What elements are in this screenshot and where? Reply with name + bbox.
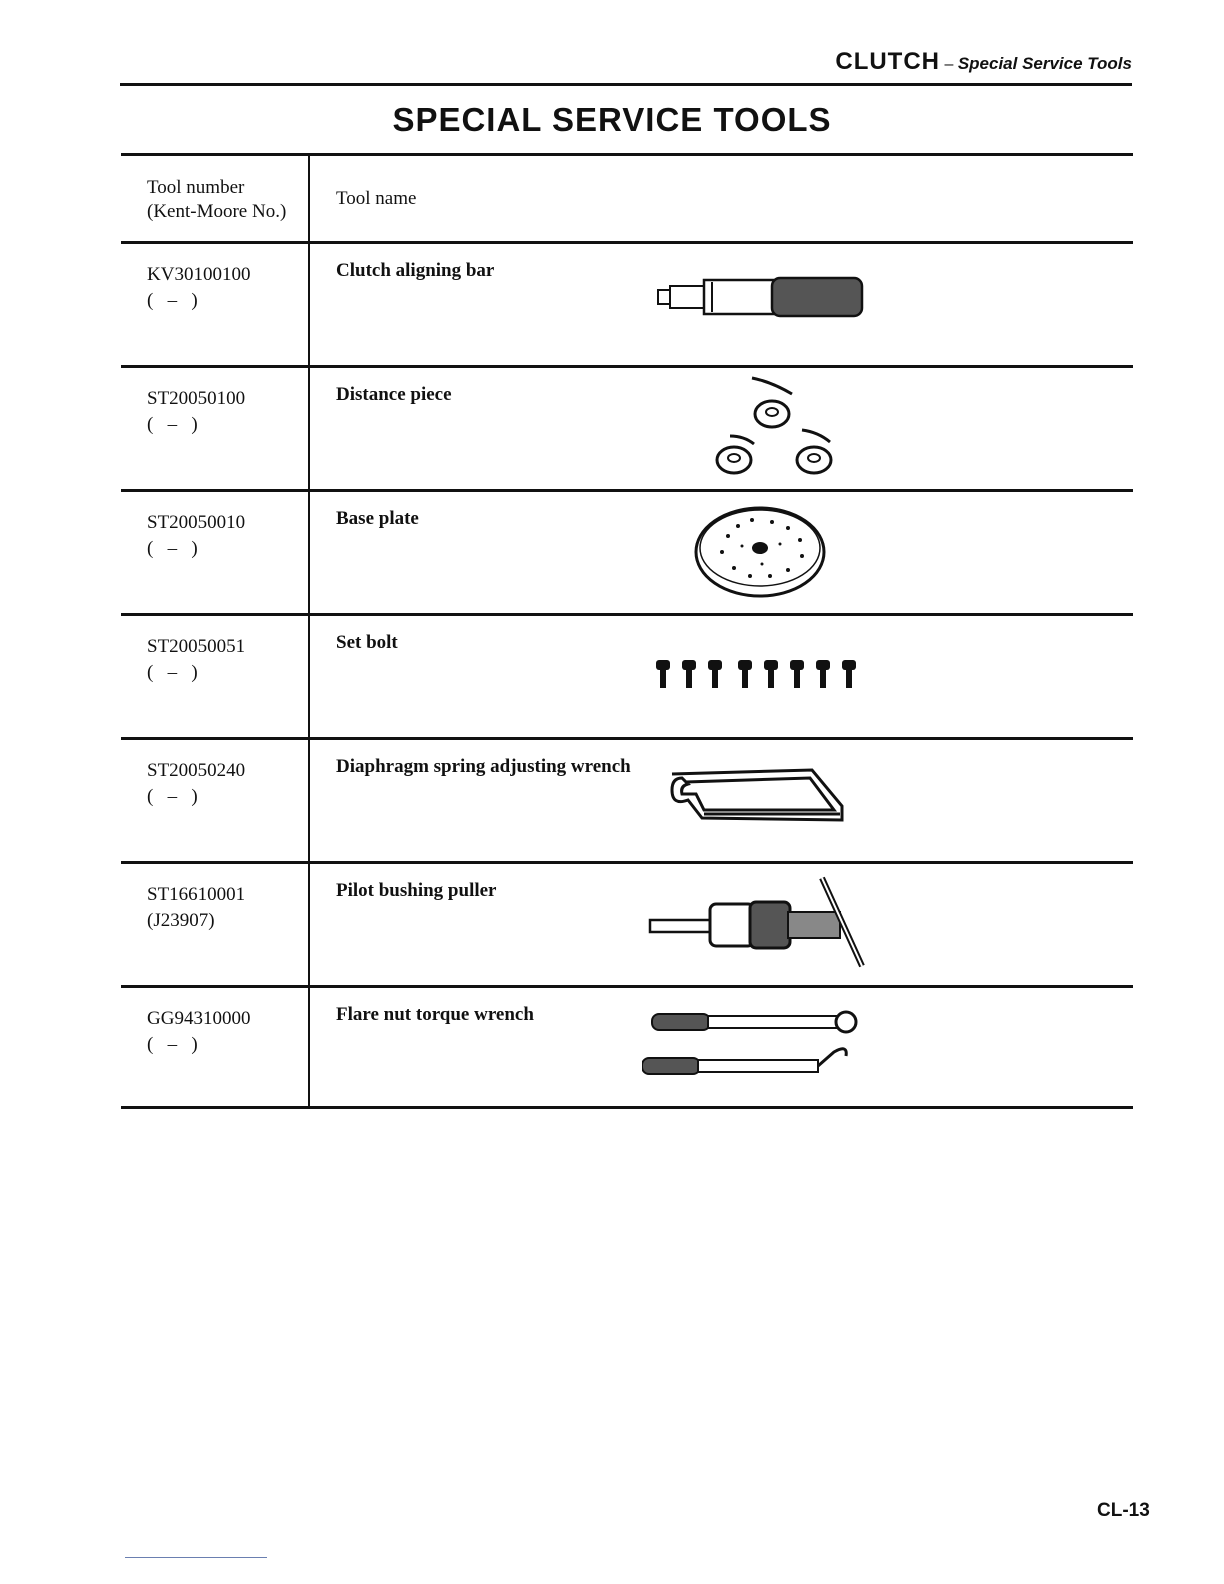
tools-table: [121, 153, 1133, 1109]
tool-name: Flare nut torque wrench: [336, 1004, 534, 1025]
header-tool-number: [121, 156, 310, 241]
tool-name-cell: [312, 492, 1133, 613]
tool-name: Distance piece: [336, 384, 452, 405]
kent-moore-number: ( – ): [147, 786, 198, 807]
subsection-title: Special Service Tools: [957, 54, 1132, 73]
table-row: [121, 365, 1133, 489]
table-row: [121, 737, 1133, 861]
kent-moore-number: ( – ): [147, 1034, 198, 1055]
torque-wrench-icon: [642, 992, 882, 1104]
header-tool-number-line1: Tool number: [147, 177, 245, 198]
page-number: CL-13: [1097, 1500, 1150, 1521]
table-row: [121, 241, 1133, 365]
tool-number-cell: [121, 616, 310, 737]
set-bolt-icon: [642, 620, 882, 732]
tool-name: Set bolt: [336, 632, 398, 653]
tool-name: Pilot bushing puller: [336, 880, 497, 901]
distance-piece-icon: [642, 372, 882, 484]
tool-number-cell: [121, 368, 310, 489]
page-title: SPECIAL SERVICE TOOLS: [392, 101, 832, 138]
tool-number-cell: [121, 492, 310, 613]
table-row: [121, 861, 1133, 985]
running-header: [835, 48, 1132, 76]
section-title: CLUTCH: [835, 48, 941, 75]
tool-number: ST20050051: [147, 636, 246, 657]
base-plate-icon: [642, 496, 882, 608]
adjusting-wrench-icon: [642, 744, 882, 856]
tool-number-cell: [121, 244, 310, 365]
aligning-bar-icon: [642, 248, 882, 360]
tool-name-cell: [312, 244, 1133, 365]
tool-name-cell: [312, 988, 1133, 1106]
kent-moore-number: ( – ): [147, 538, 198, 559]
tool-number: ST20050100: [147, 388, 246, 409]
tool-name-cell: [312, 864, 1133, 985]
kent-moore-number: ( – ): [147, 290, 198, 311]
kent-moore-number: ( – ): [147, 414, 198, 435]
tool-name-cell: [312, 740, 1133, 861]
kent-moore-number: (J23907): [147, 910, 215, 931]
tool-name-cell: [312, 616, 1133, 737]
tool-number: ST20050010: [147, 512, 246, 533]
tool-number-cell: [121, 864, 310, 985]
tool-number-cell: [121, 740, 310, 861]
tool-name-cell: [312, 368, 1133, 489]
header-tool-name: Tool name: [336, 188, 417, 209]
header-tool-number-line2: (Kent-Moore No.): [147, 201, 287, 222]
tool-number: KV30100100: [147, 264, 251, 285]
tool-number: ST16610001: [147, 884, 246, 905]
tool-name: Clutch aligning bar: [336, 260, 495, 281]
tool-number: GG94310000: [147, 1008, 251, 1029]
table-row: [121, 613, 1133, 737]
kent-moore-number: ( – ): [147, 662, 198, 683]
tool-number: ST20050240: [147, 760, 246, 781]
tool-name: Diaphragm spring adjusting wrench: [336, 756, 631, 777]
scan-artifact-line: [125, 1557, 267, 1558]
bushing-puller-icon: [642, 868, 882, 980]
table-header-row: [121, 153, 1133, 241]
header-rule: [120, 83, 1132, 86]
header-separator: –: [940, 56, 958, 73]
tool-name: Base plate: [336, 508, 419, 529]
table-row: [121, 985, 1133, 1109]
tool-number-cell: [121, 988, 310, 1106]
table-row: [121, 489, 1133, 613]
